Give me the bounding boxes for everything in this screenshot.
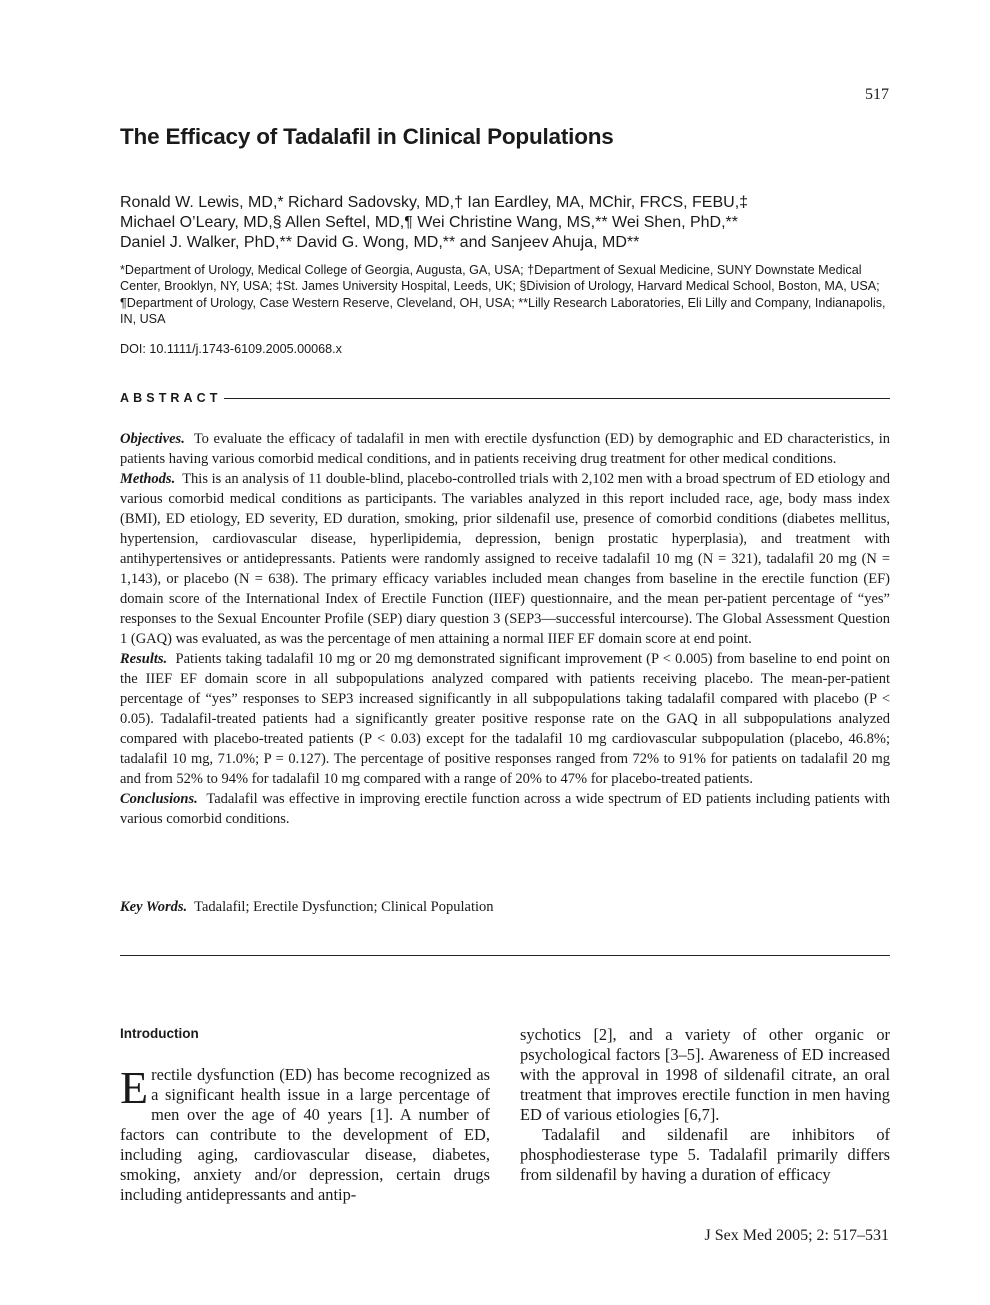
abstract-methods — [120, 469, 890, 649]
abstract-conclusions — [120, 789, 890, 829]
conclusions-heading: Conclusions. — [120, 791, 198, 807]
keywords — [120, 899, 494, 916]
results-text: Patients taking tadalafil 10 mg or 20 mg demonstrated significant improvement (P < 0.005) from baseline to end point on the IIEF EF domain score in all subpopulations analyzed compared with patients receiving placebo. The mean-per-patient percentage of “yes” responses to SEP3 increased significantly in all subpopulations taking tadalafil compared with placebo (P < 0.05). Tadalafil-treated patients had a significantly greater positive response rate on the GAQ in all subpopulations analyzed compared with placebo-treated patients (P < 0.03) except for the tadalafil 10 mg cardiovascular subpopulation (placebo, 46.8%; tadalafil 10 mg, 71.0%; P = 0.127). The percentage of positive responses ranged from 72% to 91% for patients on tadalafil 20 mg and from 52% to 94% for tadalafil 10 mg compared with a range of 20% to 47% for placebo-treated patients. — [120, 651, 890, 787]
author-line: Ronald W. Lewis, MD,* Richard Sadovsky, MD,† Ian Eardley, MA, MChir, FRCS, FEBU,‡ — [120, 194, 749, 211]
author-line: Michael O’Leary, MD,§ Allen Seftel, MD,¶ Wei Christine Wang, MS,** Wei Shen, PhD,** — [120, 214, 739, 231]
journal-reference: J Sex Med 2005; 2: 517–531 — [704, 1227, 889, 1244]
article-title: The Efficacy of Tadalafil in Clinical Populations — [120, 124, 614, 149]
page-number: 517 — [865, 86, 889, 103]
doi: DOI: 10.1111/j.1743-6109.2005.00068.x — [120, 342, 342, 356]
keywords-heading: Key Words. — [120, 899, 188, 915]
intro-paragraph — [120, 1062, 490, 1205]
objectives-heading: Objectives. — [120, 431, 185, 447]
intro-paragraph-2: Tadalafil and sildenafil are inhibitors of phosphodiesterase type 5. Tadalafil primarily differs from sildenafil by having a duration of efficacy — [520, 1125, 890, 1184]
author-list — [120, 193, 880, 253]
intro-paragraph-continued: sychotics [2], and a variety of other organic or psychological factors [3–5]. Awareness of ED increased with the approval in 1998 of sildenafil citrate, an oral treatment that improves erectile function in men having ED of various etiologies [6,7]. — [520, 1025, 890, 1124]
abstract-results — [120, 649, 890, 789]
results-heading: Results. — [120, 651, 168, 667]
intro-text-left: rectile dysfunction (ED) has become recognized as a significant health issue in a large percentage of men over the age of 40 years [1]. A number of factors can contribute to the development of ED, including aging, cardiovascular disease, diabetes, smoking, anxiety and/or depression, certain drugs including antidepressants and antip- — [120, 1065, 490, 1204]
affiliations: *Department of Urology, Medical College of Georgia, Augusta, GA, USA; †Department of Sexual Medicine, SUNY Downstate Medical Center, Brooklyn, NY, USA; ‡St. James University Hospital, Leeds, UK; §Division of Urology, Harvard Medical School, Boston, MA, USA; ¶Department of Urology, Case Western Reserve, Cleveland, OH, USA; **Lilly Research Laboratories, Eli Lilly and Company, Indianapolis, IN, USA — [120, 263, 886, 326]
introduction-heading: Introduction — [120, 1026, 199, 1041]
keywords-text: Tadalafil; Erectile Dysfunction; Clinical Population — [194, 899, 494, 915]
drop-cap: E — [120, 1062, 149, 1113]
conclusions-text: Tadalafil was effective in improving erectile function across a wide spectrum of ED patients including patients with various comorbid conditions. — [120, 791, 890, 827]
objectives-text: To evaluate the efficacy of tadalafil in men with erectile dysfunction (ED) by demographic and ED characteristics, in patients having various comorbid medical conditions, and in patients receiving drug treatment for other medical conditions. — [120, 431, 890, 467]
author-line: Daniel J. Walker, PhD,** David G. Wong, MD,** and Sanjeev Ahuja, MD** — [120, 234, 640, 251]
abstract-rule — [224, 398, 890, 399]
methods-heading: Methods. — [120, 471, 176, 487]
intro-column-left — [120, 1062, 490, 1205]
intro-column-right — [520, 1025, 890, 1185]
abstract-objectives — [120, 429, 890, 469]
methods-text: This is an analysis of 11 double-blind, placebo-controlled trials with 2,102 men with a broad spectrum of ED etiology and various comorbid medical conditions as participants. The variables analyzed in this report included race, age, body mass index (BMI), ED etiology, ED severity, ED duration, smoking, prior sildenafil use, presence of comorbid conditions (diabetes mellitus, hypertension, cardiovascular disease, hyperlipidemia, depression, benign prostatic hyperplasia), and treatment with antihypertensives or antidepressants. Patients were randomly assigned to receive tadalafil 10 mg (N = 321), tadalafil 20 mg (N = 1,143), or placebo (N = 638). The primary efficacy variables included mean changes from baseline in the erectile function (EF) domain score of the International Index of Erectile Function (IIEF) questionnaire, and the mean per-patient percentage of “yes” responses to the Sexual Encounter Profile (SEP) diary question 3 (SEP3—successful intercourse). The Global Assessment Question 1 (GAQ) was evaluated, as was the percentage of men attaining a normal IIEF EF domain score at end point. — [120, 471, 890, 647]
section-divider — [120, 955, 890, 956]
abstract-body — [120, 429, 890, 829]
abstract-header — [120, 391, 890, 405]
abstract-label: ABSTRACT — [120, 391, 222, 405]
